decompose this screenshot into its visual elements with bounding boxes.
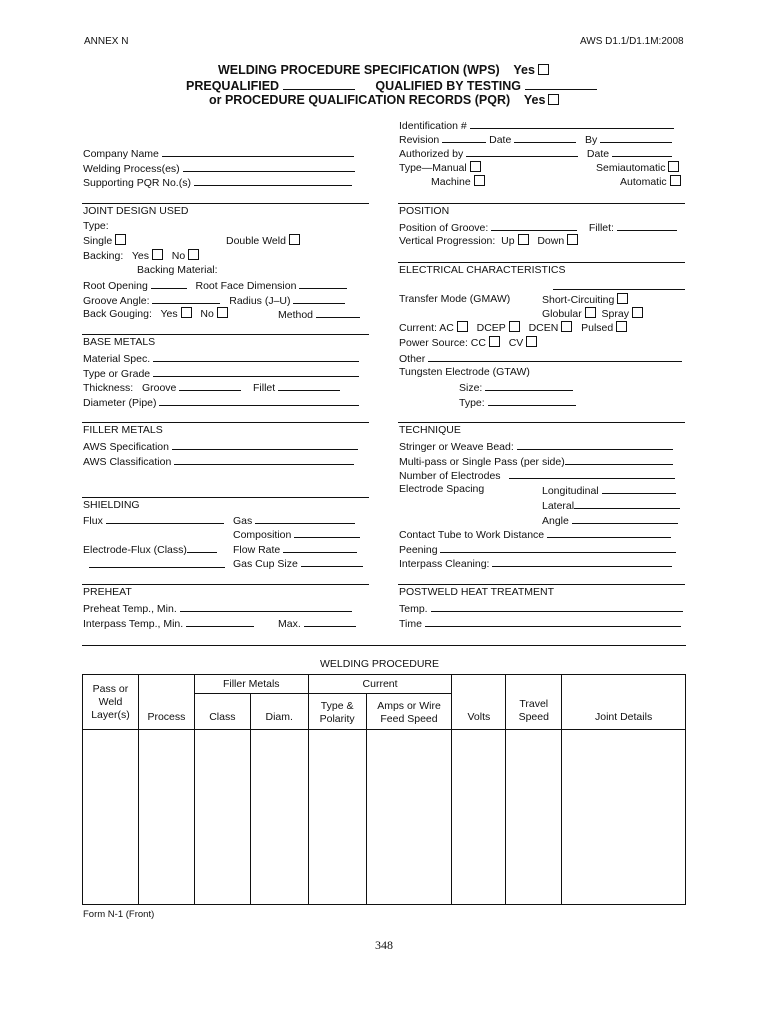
tungsten-size-field[interactable]: [485, 380, 573, 391]
title-wps: WELDING PROCEDURE SPECIFICATION (WPS): [218, 63, 500, 77]
header-current: Current: [308, 675, 452, 694]
header-travel: Travel: [519, 698, 549, 710]
interpass-max-label: Max.: [278, 618, 301, 630]
up-checkbox[interactable]: [518, 234, 529, 245]
single-checkbox[interactable]: [115, 234, 126, 245]
interpass-max-field[interactable]: [304, 616, 356, 627]
back-gouging-no-label: No: [200, 308, 214, 320]
angle-label: Angle: [542, 515, 569, 527]
machine-label: Machine: [431, 176, 471, 188]
groove-angle-label: Groove Angle:: [83, 295, 150, 307]
pwht-time-row: [399, 616, 681, 631]
radius-field[interactable]: [293, 293, 345, 304]
cell-amps-wire[interactable]: [366, 730, 452, 905]
thickness-fillet-label: Fillet: [252, 382, 276, 394]
cell-diam[interactable]: [250, 730, 308, 905]
date2-field[interactable]: [612, 146, 672, 157]
company-name-row: [83, 146, 354, 161]
header-type-and: Type &: [320, 700, 354, 712]
rule-joint: [82, 203, 369, 204]
pqr-yes-checkbox[interactable]: [548, 94, 559, 105]
double-weld-label: Double Weld: [226, 235, 286, 247]
current-ac-label: Current: AC: [399, 322, 454, 334]
angle-row: [542, 513, 678, 528]
header-layers: Layer(s): [91, 708, 130, 721]
gas-label: Gas: [233, 515, 253, 527]
pulsed-checkbox[interactable]: [616, 321, 627, 332]
electrode-spacing-label: Electrode Spacing: [399, 483, 485, 495]
composition-label: Composition: [233, 529, 292, 541]
stringer-label: Stringer or Weave Bead:: [399, 441, 514, 453]
type-manual-label: Type—Manual: [399, 162, 467, 174]
back-gouging-label: Back Gouging:: [83, 308, 152, 320]
cell-volts[interactable]: [452, 730, 506, 905]
header-weld: Weld: [98, 695, 123, 708]
procedure-table-title: WELDING PROCEDURE: [320, 658, 440, 670]
electrode-flux-label: Electrode-Flux (Class): [83, 544, 187, 556]
authorized-by-label: Authorized by: [399, 148, 464, 160]
type-grade-field[interactable]: [153, 366, 359, 377]
num-electrodes-label: Number of Electrodes: [399, 470, 501, 482]
machine-checkbox[interactable]: [474, 175, 485, 186]
electrode-flux-field[interactable]: [187, 542, 217, 553]
diameter-field[interactable]: [159, 395, 359, 406]
backing-material-label: Backing Material:: [137, 264, 218, 276]
dcen-checkbox[interactable]: [561, 321, 572, 332]
contact-tube-row: [399, 527, 671, 542]
stringer-field[interactable]: [517, 439, 673, 450]
preheat-temp-field[interactable]: [180, 601, 352, 612]
date-label: Date: [489, 134, 512, 146]
diameter-label: Diameter (Pipe): [83, 397, 157, 409]
header-type-polarity: [308, 694, 366, 730]
gas-cup-field[interactable]: [301, 556, 363, 567]
method-label: Method: [278, 309, 314, 321]
date2-label: Date: [586, 148, 610, 160]
machine-row: [431, 175, 485, 189]
longitudinal-label: Longitudinal: [542, 485, 599, 497]
flux-field[interactable]: [106, 513, 224, 524]
position-groove-row: [399, 220, 677, 235]
back-gouging-yes-label: Yes: [160, 308, 178, 320]
longitudinal-row: [542, 483, 676, 498]
other-field[interactable]: [428, 351, 682, 362]
revision-field[interactable]: [442, 132, 486, 143]
aws-class-field[interactable]: [174, 454, 354, 465]
preheat-temp-label: Preheat Temp., Min.: [83, 603, 177, 615]
welding-procedure-table: [82, 674, 686, 905]
rule-filler: [82, 422, 369, 423]
tungsten-type-field[interactable]: [488, 395, 576, 406]
backing-row: [83, 249, 199, 263]
title-wps-yes: Yes: [513, 63, 535, 77]
by-label: By: [585, 134, 598, 146]
interpass-cleaning-field[interactable]: [492, 556, 672, 567]
cell-process[interactable]: [138, 730, 194, 905]
tungsten-type-label: Type:: [459, 397, 485, 409]
header-polarity: Polarity: [319, 713, 355, 725]
welding-process-row: [83, 161, 355, 176]
rule-procedure: [82, 645, 686, 646]
composition-field[interactable]: [294, 527, 360, 538]
material-spec-row: [83, 351, 359, 366]
backing-label: Backing:: [83, 250, 124, 262]
pwht-temp-row: [399, 601, 683, 616]
joint-type-label: Type:: [83, 220, 109, 232]
gas-field[interactable]: [255, 513, 355, 524]
pwht-heading: POSTWELD HEAT TREATMENT: [399, 586, 554, 598]
company-name-field[interactable]: [162, 146, 354, 157]
up-label: Up: [501, 235, 515, 247]
rule-shielding: [82, 497, 369, 498]
interpass-max-row: [278, 616, 356, 631]
welding-process-field[interactable]: [183, 161, 355, 172]
title-line-3: [209, 94, 559, 107]
longitudinal-field[interactable]: [602, 483, 676, 494]
rule-technique: [398, 422, 685, 423]
tungsten-type-row: [459, 395, 576, 410]
company-name-label: Company Name: [83, 148, 159, 160]
date-field[interactable]: [514, 132, 576, 143]
transfer-mode-label: Transfer Mode (GMAW): [399, 293, 511, 305]
power-source-label: Power Source: CC: [399, 337, 486, 349]
identification-label: Identification #: [399, 120, 467, 132]
welding-process-label: Welding Process(es): [83, 163, 180, 175]
type-grade-label: Type or Grade: [83, 368, 151, 380]
header-feed-speed: Feed Speed: [380, 713, 438, 725]
tungsten-label: Tungsten Electrode (GTAW): [399, 366, 530, 378]
flow-rate-field[interactable]: [283, 542, 357, 553]
num-electrodes-field[interactable]: [509, 468, 675, 479]
flow-rate-label: Flow Rate: [233, 544, 281, 556]
qualified-testing-label: QUALIFIED BY TESTING: [375, 79, 522, 93]
thickness-fillet-field[interactable]: [278, 380, 340, 391]
single-label: Single: [83, 235, 113, 247]
back-gouging-yes-checkbox[interactable]: [181, 307, 192, 318]
shielding-heading: SHIELDING: [83, 499, 140, 511]
header-volts: Volts: [452, 675, 506, 730]
thickness-groove-field[interactable]: [179, 380, 241, 391]
wps-yes-checkbox[interactable]: [538, 64, 549, 75]
pwht-temp-label: Temp.: [399, 603, 428, 615]
spray-label: Spray: [601, 308, 629, 320]
backing-no-label: No: [171, 250, 186, 262]
lateral-row: [542, 498, 680, 513]
automatic-checkbox[interactable]: [670, 175, 681, 186]
peening-row: [399, 542, 676, 557]
composition-row: [233, 527, 360, 542]
gas-cup-row: [233, 556, 363, 571]
header-filler-metals: Filler Metals: [194, 675, 308, 694]
other-row: [399, 351, 682, 366]
authorized-row: [399, 146, 672, 161]
identification-row: [399, 118, 674, 133]
header-diam: Diam.: [250, 694, 308, 730]
joint-heading: JOINT DESIGN USED: [83, 205, 189, 217]
position-fillet-label: Fillet:: [588, 222, 614, 234]
down-label: Down: [537, 235, 565, 247]
root-face-field[interactable]: [299, 278, 347, 289]
position-groove-field[interactable]: [491, 220, 577, 231]
header-speed: Speed: [518, 711, 549, 723]
dcep-checkbox[interactable]: [509, 321, 520, 332]
header-class: Class: [194, 694, 250, 730]
interpass-cleaning-row: [399, 556, 672, 571]
lateral-field[interactable]: [574, 498, 680, 509]
type-manual-row: [399, 161, 481, 175]
material-spec-label: Material Spec.: [83, 353, 151, 365]
contact-tube-field[interactable]: [547, 527, 671, 538]
double-weld-row: [226, 234, 300, 248]
tungsten-size-row: [459, 380, 573, 395]
cell-type-polarity[interactable]: [308, 730, 366, 905]
header-process: Process: [138, 675, 194, 730]
cell-travel-speed[interactable]: [506, 730, 562, 905]
short-circuiting-checkbox[interactable]: [617, 293, 628, 304]
identification-field[interactable]: [470, 118, 674, 129]
multipass-field[interactable]: [565, 454, 673, 465]
groove-angle-field[interactable]: [152, 293, 220, 304]
root-opening-row: [83, 278, 347, 293]
pwht-time-label: Time: [399, 618, 422, 630]
single-row: [83, 234, 126, 248]
stringer-row: [399, 439, 673, 454]
type-grade-row: [83, 366, 359, 381]
globular-checkbox[interactable]: [585, 307, 596, 318]
qualified-testing-field[interactable]: [525, 79, 597, 90]
by-field[interactable]: [600, 132, 672, 143]
groove-angle-row: [83, 293, 345, 308]
aws-spec-row: [83, 439, 358, 454]
cc-checkbox[interactable]: [489, 336, 500, 347]
position-heading: POSITION: [399, 205, 450, 217]
pwht-temp-field[interactable]: [431, 601, 683, 612]
multipass-label: Multi-pass or Single Pass (per side): [399, 456, 565, 468]
pwht-time-field[interactable]: [425, 616, 681, 627]
backing-yes-checkbox[interactable]: [152, 249, 163, 260]
power-source-row: [399, 336, 537, 350]
position-groove-label: Position of Groove:: [399, 222, 489, 234]
annex-label: ANNEX N: [84, 36, 129, 47]
globular-label: Globular: [542, 308, 582, 320]
root-opening-label: Root Opening: [83, 280, 148, 292]
rule-pwht: [398, 584, 685, 585]
header-pass-layer: [83, 675, 139, 730]
backing-yes-label: Yes: [131, 250, 149, 262]
spray-checkbox[interactable]: [632, 307, 643, 318]
authorized-by-field[interactable]: [466, 146, 578, 157]
interpass-temp-field[interactable]: [186, 616, 254, 627]
num-electrodes-row: [399, 468, 675, 483]
flux-row: [83, 513, 224, 528]
header-travel-speed: [506, 675, 562, 730]
lateral-label: Lateral: [542, 500, 575, 512]
thickness-row: [83, 380, 340, 395]
thickness-groove-label: Groove: [141, 382, 177, 394]
aws-class-row: [83, 454, 354, 469]
cell-class[interactable]: [194, 730, 250, 905]
flow-rate-row: [233, 542, 357, 557]
aws-class-label: AWS Classification: [83, 456, 172, 468]
automatic-row: [620, 175, 681, 189]
tungsten-size-label: Size:: [459, 382, 483, 394]
rule-position: [398, 203, 685, 204]
peening-field[interactable]: [440, 542, 676, 553]
electrode-flux-row: [83, 542, 217, 557]
position-fillet-field[interactable]: [617, 220, 677, 231]
technique-heading: TECHNIQUE: [399, 424, 461, 436]
standard-label: AWS D1.1/D1.1M:2008: [580, 36, 684, 47]
dcen-label: DCEN: [528, 322, 559, 334]
flux-label: Flux: [83, 515, 103, 527]
globular-spray-row: [542, 307, 643, 321]
radius-label: Radius (J–U): [229, 295, 291, 307]
material-spec-field[interactable]: [153, 351, 359, 362]
contact-tube-label: Contact Tube to Work Distance: [399, 529, 545, 541]
semiautomatic-label: Semiautomatic: [596, 162, 666, 174]
cv-label: CV: [508, 337, 524, 349]
interpass-cleaning-label: Interpass Cleaning:: [399, 558, 490, 570]
ac-checkbox[interactable]: [457, 321, 468, 332]
header-pass-or: Pass or: [92, 682, 129, 695]
title-line-2: [186, 79, 597, 93]
cell-pass-layer[interactable]: [83, 730, 139, 905]
method-field[interactable]: [316, 307, 360, 318]
multipass-row: [399, 454, 673, 469]
short-circuiting-row: [542, 293, 628, 307]
supporting-pqr-label: Supporting PQR No.(s): [83, 177, 191, 189]
diameter-row: [83, 395, 359, 410]
vertical-progression-row: [399, 234, 578, 248]
prequalified-field[interactable]: [283, 79, 355, 90]
current-row: [399, 321, 627, 335]
filler-heading: FILLER METALS: [83, 424, 163, 436]
preheat-temp-row: [83, 601, 352, 616]
gas-cup-label: Gas Cup Size: [233, 558, 298, 570]
revision-label: Revision: [399, 134, 440, 146]
title-line-1: [218, 64, 549, 77]
revision-row: [399, 132, 672, 147]
aws-spec-label: AWS Specification: [83, 441, 169, 453]
semiautomatic-checkbox[interactable]: [668, 161, 679, 172]
prequalified-label: PREQUALIFIED: [186, 79, 280, 93]
angle-field[interactable]: [572, 513, 678, 524]
dcep-label: DCEP: [476, 322, 506, 334]
page-number: 348: [375, 938, 393, 952]
electrical-blank-line[interactable]: [553, 289, 685, 290]
root-opening-field[interactable]: [151, 278, 187, 289]
rule-electrical: [398, 262, 685, 263]
rule-base: [82, 334, 369, 335]
root-face-label: Root Face Dimension: [195, 280, 297, 292]
interpass-temp-row: [83, 616, 254, 631]
other-label: Other: [399, 353, 426, 365]
back-gouging-no-checkbox[interactable]: [217, 307, 228, 318]
double-weld-checkbox[interactable]: [289, 234, 300, 245]
cv-checkbox[interactable]: [526, 336, 537, 347]
title-pqr: or PROCEDURE QUALIFICATION RECORDS (PQR): [209, 93, 511, 107]
header-amps-or-wire: Amps or Wire: [377, 700, 441, 712]
electrode-flux-extra-line[interactable]: [89, 567, 225, 568]
down-checkbox[interactable]: [567, 234, 578, 245]
automatic-label: Automatic: [620, 176, 667, 188]
rule-preheat: [82, 584, 369, 585]
header-amps-wire: [366, 694, 452, 730]
peening-label: Peening: [399, 544, 438, 556]
method-row: [278, 307, 360, 322]
preheat-heading: PREHEAT: [83, 586, 132, 598]
thickness-label: Thickness:: [83, 382, 134, 394]
electrical-heading: ELECTRICAL CHARACTERISTICS: [399, 264, 566, 276]
short-circuiting-label: Short-Circuiting: [542, 294, 615, 306]
interpass-temp-label: Interpass Temp., Min.: [83, 618, 184, 630]
vertical-progression-label: Vertical Progression:: [399, 235, 496, 247]
semiautomatic-row: [596, 161, 679, 175]
base-heading: BASE METALS: [83, 336, 156, 348]
backing-no-checkbox[interactable]: [188, 249, 199, 260]
gas-row: [233, 513, 355, 528]
header-joint-details: Joint Details: [562, 675, 686, 730]
supporting-pqr-field[interactable]: [194, 175, 352, 186]
manual-checkbox[interactable]: [470, 161, 481, 172]
back-gouging-row: [83, 307, 228, 321]
pulsed-label: Pulsed: [581, 322, 614, 334]
form-label: Form N-1 (Front): [83, 909, 155, 920]
aws-spec-field[interactable]: [172, 439, 358, 450]
title-pqr-yes: Yes: [523, 93, 546, 107]
supporting-pqr-row: [83, 175, 352, 190]
cell-joint-details[interactable]: [562, 730, 686, 905]
